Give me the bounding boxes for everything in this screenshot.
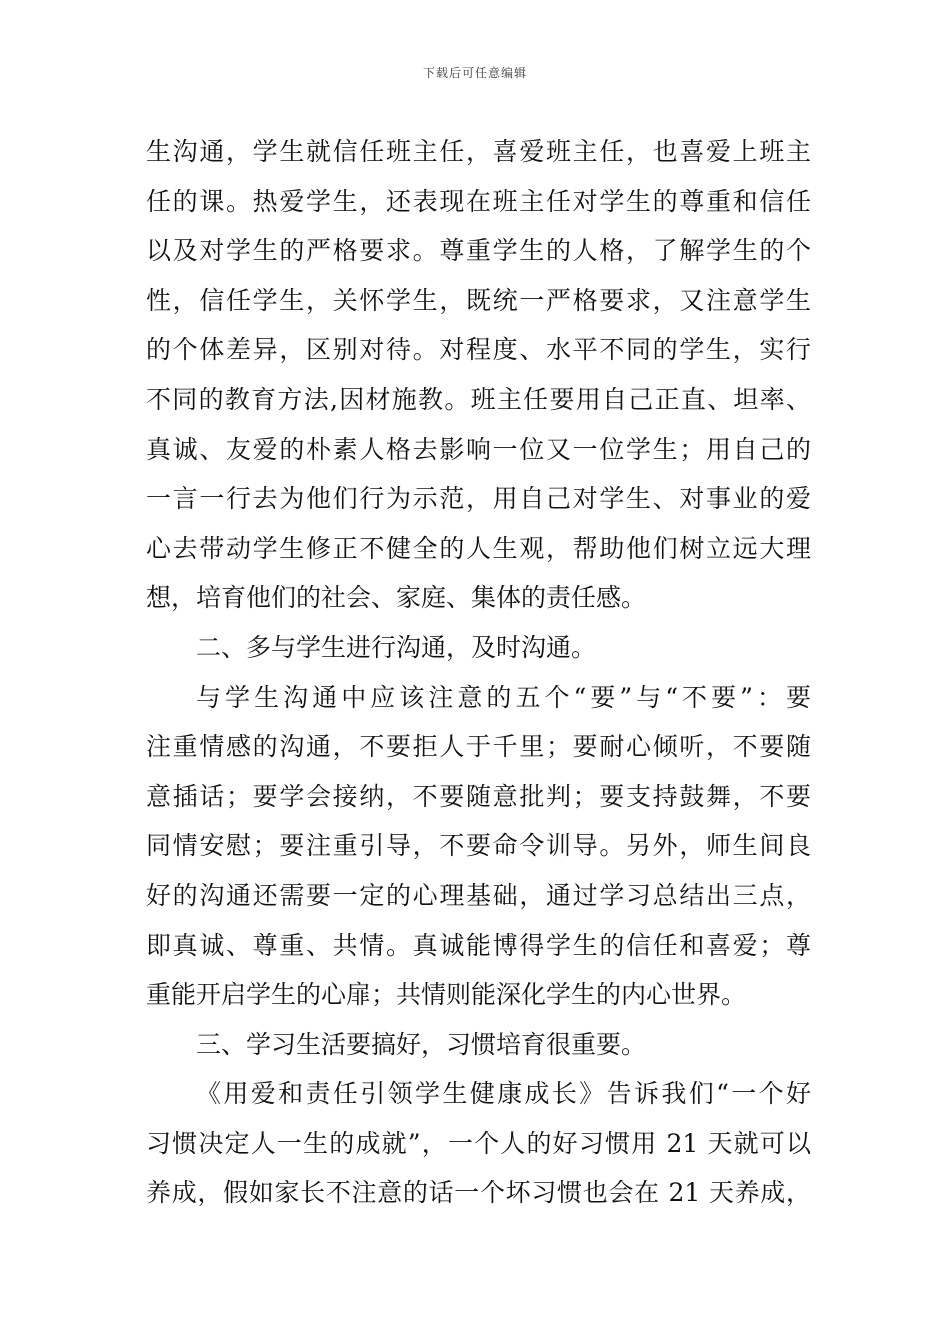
text-line: 与学生沟通中应该注意的五个“要”与“不要”：要 — [196, 682, 811, 712]
text-line: 同情安慰；要注重引导，不要命令训导。另外，师生间良 — [146, 831, 811, 861]
text-line: 二、多与学生进行沟通，及时沟通。 — [196, 632, 597, 662]
text-line: 意插话；要学会接纳，不要随意批判；要支持鼓舞，不要 — [146, 781, 811, 811]
text-line: 以及对学生的严格要求。尊重学生的人格，了解学生的个 — [146, 236, 811, 266]
text-line: 即真诚、尊重、共情。真诚能博得学生的信任和喜爱；尊 — [146, 930, 811, 960]
page-header: 下载后可任意编辑 — [422, 66, 527, 80]
text-line: 养成，假如家长不注意的话一个坏习惯也会在 21 天养成， — [146, 1178, 811, 1208]
text-line: 的个体差异，区别对待。对程度、水平不同的学生，实行 — [146, 335, 811, 365]
text-line: 注重情感的沟通，不要拒人于千里；要耐心倾听，不要随 — [146, 732, 811, 762]
text-line: 想，培育他们的社会、家庭、集体的责任感。 — [146, 583, 647, 613]
text-line: 《用爱和责任引领学生健康成长》告诉我们“一个好 — [196, 1079, 811, 1109]
document-body — [146, 127, 811, 1218]
text-line: 重能开启学生的心扉；共情则能深化学生的内心世界。 — [146, 980, 747, 1010]
text-line: 不同的教育方法,因材施教。班主任要用自己正直、坦率、 — [146, 384, 811, 414]
text-line: 生沟通，学生就信任班主任，喜爱班主任，也喜爱上班主 — [146, 137, 811, 166]
text-line: 心去带动学生修正不健全的人生观，帮助他们树立远大理 — [146, 533, 811, 563]
text-line: 三、学习生活要搞好，习惯培育很重要。 — [196, 1029, 647, 1059]
text-line: 好的沟通还需要一定的心理基础，通过学习总结出三点， — [146, 880, 811, 910]
text-line: 性，信任学生，关怀学生，既统一严格要求，又注意学生 — [146, 285, 811, 315]
text-line: 习惯决定人一生的成就”，一个人的好习惯用 21 天就可以 — [146, 1128, 811, 1158]
text-line: 任的课。热爱学生，还表现在班主任对学生的尊重和信任 — [146, 186, 811, 216]
text-line: 一言一行去为他们行为示范，用自己对学生、对事业的爱 — [146, 484, 811, 514]
text-line: 真诚、友爱的朴素人格去影响一位又一位学生；用自己的 — [146, 434, 811, 464]
